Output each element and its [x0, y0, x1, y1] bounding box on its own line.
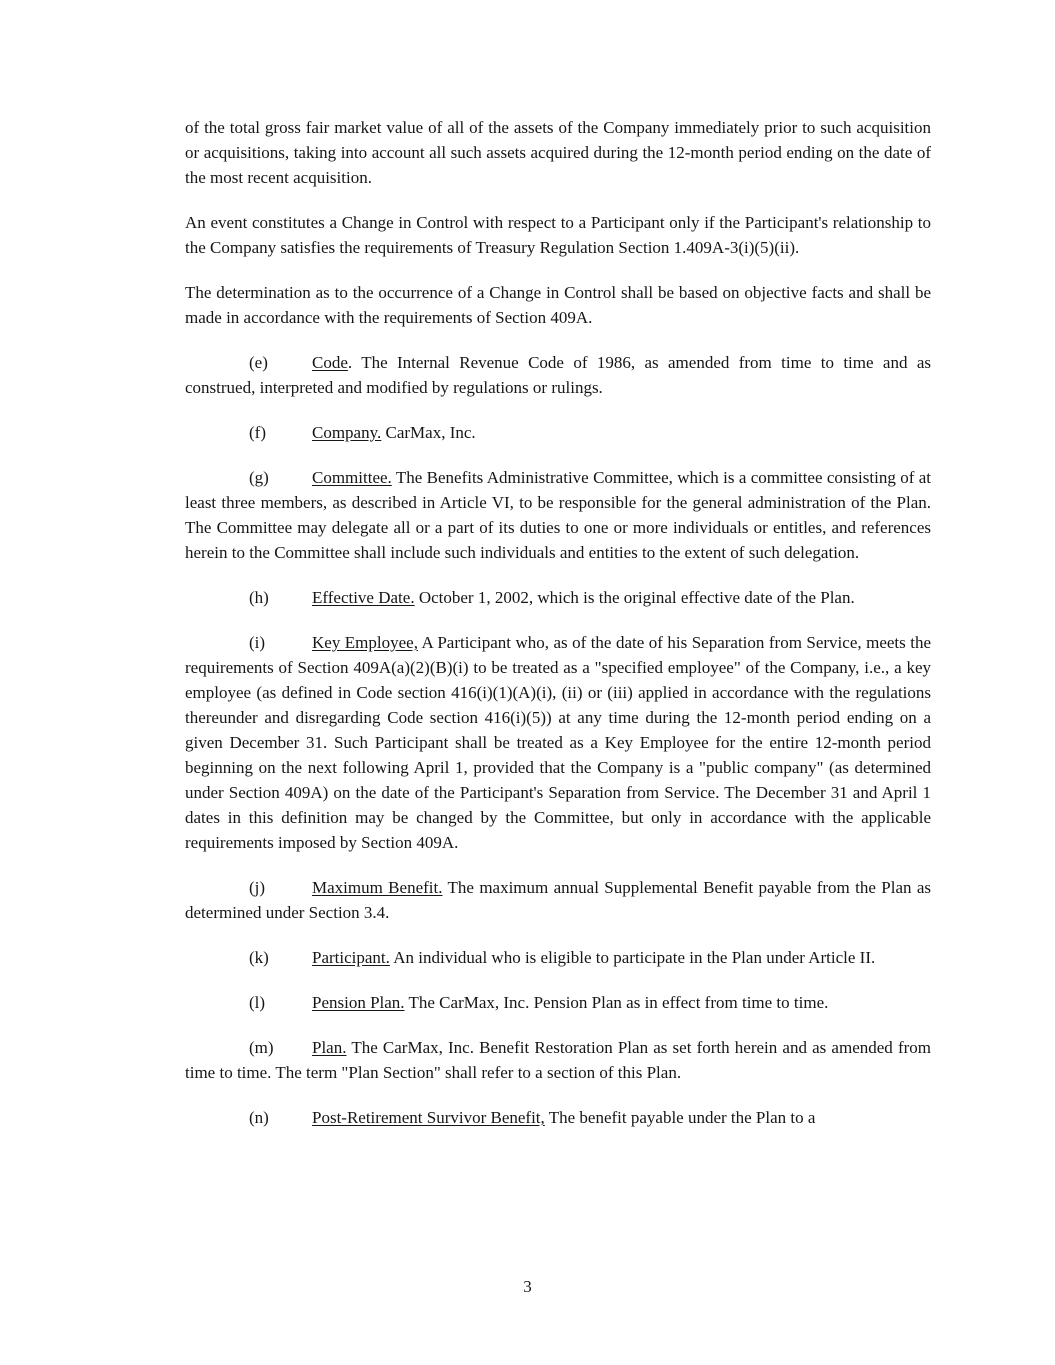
definition-paragraph: [185, 990, 931, 1015]
defined-term: Code: [312, 353, 348, 372]
defined-term: Company.: [312, 423, 382, 442]
defined-term: Pension Plan.: [312, 993, 405, 1012]
item-letter: (g): [249, 468, 269, 487]
item-letter: (i): [249, 633, 266, 652]
paragraph-text: The Benefits Administrative Committee, which is a committee consisting of at least three members, as described in Article VI, to be responsible for the general administration of the Plan. The Committee may delegate all or a part of its duties to one or more individuals or entitles, and references herein to the Committee shall include such individuals and entities to the extent of such delegation.: [185, 468, 931, 562]
definition-paragraph: [185, 1105, 931, 1130]
defined-term: Post-Retirement Survivor Benefit,: [312, 1108, 545, 1127]
definition-paragraph: [185, 875, 931, 925]
paragraph-text: The maximum annual Supplemental Benefit payable from the Plan as determined under Section 3.4.: [185, 878, 932, 922]
definition-paragraph: [185, 585, 931, 610]
item-letter: (n): [249, 1108, 269, 1127]
definition-paragraph: [185, 630, 931, 855]
defined-term: Effective Date.: [312, 588, 415, 607]
paragraph-text: An individual who is eligible to participate in the Plan under Article II.: [389, 948, 876, 967]
item-letter: (h): [249, 588, 269, 607]
item-letter: (e): [249, 353, 268, 372]
document-body: [185, 115, 931, 1130]
defined-term: Key Employee,: [312, 633, 418, 652]
body-paragraph: of the total gross fair market value of all of the assets of the Company immediately prior to such acquisition or acquisitions, taking into account all such assets acquired during the 12-month period ending on the date of the most recent acquisition.: [185, 118, 931, 187]
body-paragraph: An event constitutes a Change in Control with respect to a Participant only if the Participant's relationship to the Company satisfies the requirements of Treasury Regulation Section 1.409A-3(i)(5)(ii).: [185, 213, 931, 257]
defined-term: Participant.: [312, 948, 390, 967]
paragraph-text: The CarMax, Inc. Benefit Restoration Plan as set forth herein and as amended from time to time. The term "Plan Section" shall refer to a section of this Plan.: [185, 1038, 931, 1082]
definition-paragraph: [185, 420, 931, 445]
page-number: 3: [523, 1277, 532, 1296]
paragraph-text: CarMax, Inc.: [381, 423, 476, 442]
item-letter: (j): [249, 878, 266, 897]
defined-term: Plan.: [312, 1038, 347, 1057]
paragraph-text: The benefit payable under the Plan to a: [544, 1108, 816, 1127]
item-letter: (m): [249, 1038, 274, 1057]
paragraph-text: A Participant who, as of the date of his Separation from Service, meets the requirements of Section 409A(a)(2)(B)(i) to be treated as a "specified employee" of the Company, i.e., a key employee (as defined in Code section 416(i)(1)(A)(i), (ii) or (iii) applied in accordance with the regulations thereunder and disregarding Code section 416(i)(5)) at any time during the 12-month period ending on a given December 31. Such Participant shall be treated as a Key Employee for the entire 12-month period beginning on the next following April 1, provided that the Company is a "public company" (as determined under Section 409A) on the date of the Participant's Separation from Service. The December 31 and April 1 dates in this definition may be changed by the Committee, but only in accordance with the applicable requirements imposed by Section 409A.: [185, 633, 931, 852]
item-letter: (f): [249, 423, 266, 442]
paragraph-text: October 1, 2002, which is the original effective date of the Plan.: [414, 588, 855, 607]
item-letter: (l): [249, 993, 266, 1012]
definition-paragraph: [185, 350, 931, 400]
body-paragraph: The determination as to the occurrence of a Change in Control shall be based on objective facts and shall be made in accordance with the requirements of Section 409A.: [185, 283, 931, 327]
definition-paragraph: [185, 1035, 931, 1085]
definition-paragraph: [185, 945, 931, 970]
paragraph-text: The CarMax, Inc. Pension Plan as in effect from time to time.: [404, 993, 829, 1012]
item-letter: (k): [249, 948, 269, 967]
definition-paragraph: [185, 465, 931, 565]
paragraph-text: . The Internal Revenue Code of 1986, as amended from time to time and as construed, interpreted and modified by regulations or rulings.: [185, 353, 931, 397]
defined-term: Committee.: [312, 468, 392, 487]
defined-term: Maximum Benefit.: [312, 878, 443, 897]
